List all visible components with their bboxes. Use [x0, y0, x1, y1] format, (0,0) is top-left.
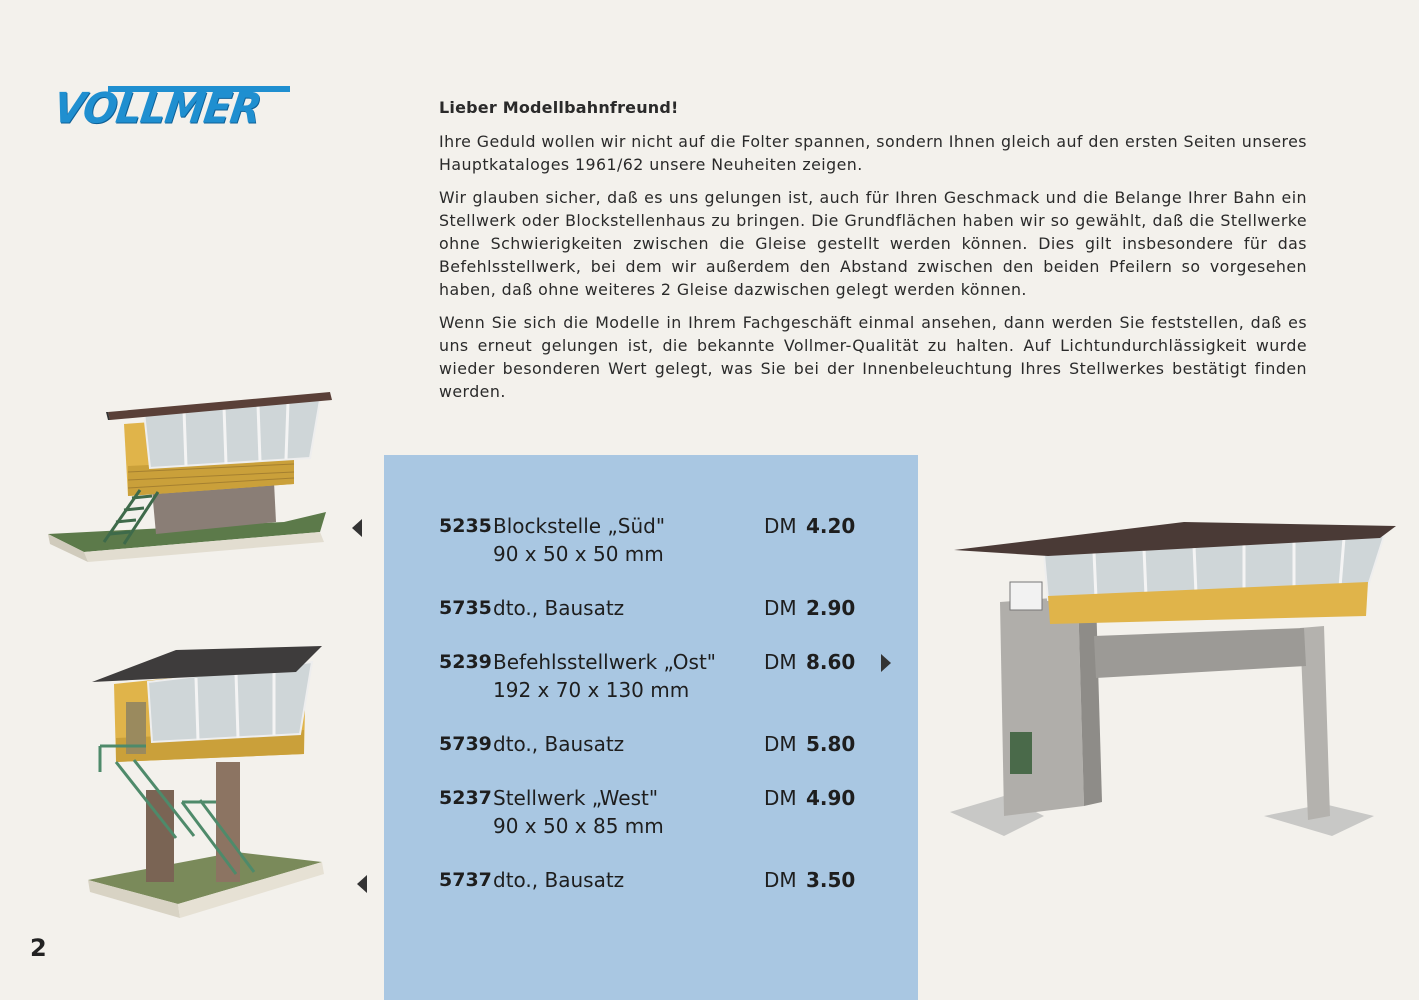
page-number: 2	[30, 934, 47, 962]
intro-paragraph-2: Wir glauben sicher, daß es uns gelungen ist, auch für Ihren Geschmack und die Belange Ihrer Bahn ein Stellwerk oder Blockstellenhaus zu bringen. Die Grundflächen haben wir so gewählt, daß die Stellwerke ohne Schwierigkeiten zwischen die Gleise gestellt werden können. Dies gilt insbesondere für das Befehlsstellwerk, bei dem wir außerdem den Abstand zwischen den beiden Pfeilern so vorgesehen haben, daß ohne weiteres 2 Gleise dazwischen gelegt werden können.	[439, 188, 1307, 299]
item-price: 4.20	[806, 514, 856, 538]
item-number: 5237	[439, 787, 492, 809]
blockstelle-sued-illustration	[44, 372, 334, 582]
item-description: dto., Bausatz	[493, 868, 625, 892]
item-dimensions: 90 x 50 x 85 mm	[493, 814, 664, 838]
item-number: 5735	[439, 597, 492, 619]
item-currency: DM	[764, 786, 797, 810]
arrow-right-icon	[881, 654, 891, 672]
item-currency: DM	[764, 868, 797, 892]
item-number: 5239	[439, 651, 492, 673]
item-dimensions: 192 x 70 x 130 mm	[493, 678, 690, 702]
item-currency: DM	[764, 596, 797, 620]
vollmer-logo	[50, 84, 295, 134]
stellwerk-west-illustration	[86, 642, 336, 922]
intro-paragraph-3: Wenn Sie sich die Modelle in Ihrem Fachgeschäft einmal ansehen, dann werden Sie feststellen, daß es uns erneut gelungen ist, die bekannte Vollmer-Qualität zu halten. Auf Lichtundurchlässigkeit wurde wieder besonderen Wert gelegt, was Sie bei der Innenbeleuchtung Ihres Stellwerkes bestätigt finden werden.	[439, 313, 1307, 401]
intro-text	[439, 96, 1307, 413]
item-currency: DM	[764, 732, 797, 756]
item-price: 2.90	[806, 596, 856, 620]
item-number: 5737	[439, 869, 492, 891]
item-price: 4.90	[806, 786, 856, 810]
item-description: dto., Bausatz	[493, 732, 625, 756]
arrow-left-icon	[357, 875, 367, 893]
befehlsstellwerk-ost-illustration	[944, 516, 1400, 852]
price-list-panel	[384, 455, 918, 1000]
item-description: dto., Bausatz	[493, 596, 625, 620]
intro-heading: Lieber Modellbahnfreund!	[439, 98, 679, 117]
arrow-left-icon	[352, 519, 362, 537]
intro-paragraph-1: Ihre Geduld wollen wir nicht auf die Folter spannen, sondern Ihnen gleich auf den ersten Seiten unseres Hauptkataloges 1961/62 unsere Neuheiten zeigen.	[439, 132, 1307, 174]
item-dimensions: 90 x 50 x 50 mm	[493, 542, 664, 566]
item-description: Blockstelle „Süd"	[493, 514, 666, 538]
item-currency: DM	[764, 514, 797, 538]
item-description: Befehlsstellwerk „Ost"	[493, 650, 716, 674]
item-price: 3.50	[806, 868, 856, 892]
item-description: Stellwerk „West"	[493, 786, 659, 810]
item-price: 5.80	[806, 732, 856, 756]
logo-text: VOLLMER	[50, 84, 264, 134]
item-number: 5739	[439, 733, 492, 755]
item-number: 5235	[439, 515, 492, 537]
item-price: 8.60	[806, 650, 856, 674]
item-currency: DM	[764, 650, 797, 674]
